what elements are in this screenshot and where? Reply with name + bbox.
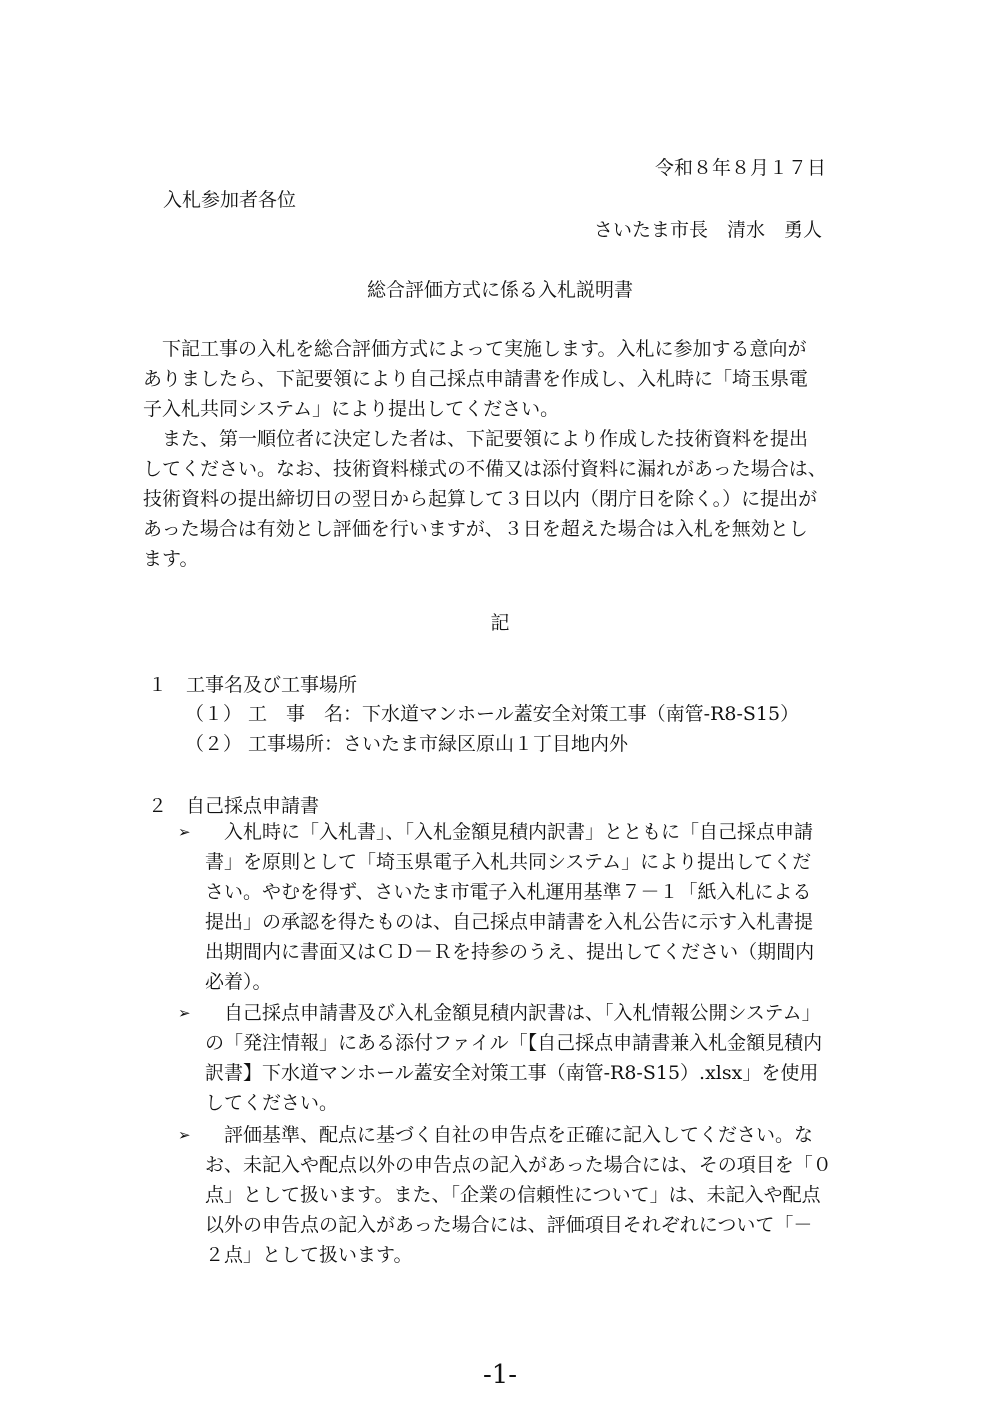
document-title: 総合評価方式に係る入札説明書 <box>366 279 633 301</box>
bullet-text <box>205 817 814 997</box>
bullet-line: 点」として扱います。また、「企業の信頼性について」は、未記入や配点 <box>205 1184 821 1206</box>
intro-paragraph-1 <box>143 334 859 424</box>
paragraph-line: してください。なお、技術資料様式の不備又は添付資料に漏れがあった場合は、 <box>143 458 827 480</box>
paragraph-line: 技術資料の提出締切日の翌日から起算して３日以内（閉庁日を除く。）に提出が <box>143 488 818 510</box>
section-1-heading: １ 工事名及び工事場所 <box>148 674 358 696</box>
bullet-line: お、未記入や配点以外の申告点の記入があった場合には、その項目を「０ <box>205 1154 832 1176</box>
document-date: 令和８年８月１７日 <box>655 157 827 179</box>
arrow-bullet-icon: ➢ <box>178 1126 191 1144</box>
bullet-line: 提出」の承認を得たものは、自己採点申請書を入札公告に示す入札書提 <box>205 911 814 933</box>
bullet-line: 評価基準、配点に基づく自社の申告点を正確に記入してください。な <box>205 1124 814 1146</box>
addressee: 入札参加者各位 <box>163 189 297 211</box>
section-2-heading: ２ 自己採点申請書 <box>148 795 320 817</box>
bullet-text <box>205 1120 832 1270</box>
bullet-line: 以外の申告点の記入があった場合には、評価項目それぞれについて「－ <box>205 1214 813 1236</box>
bullet-line: 書」を原則として「埼玉県電子入札共同システム」により提出してくだ <box>205 851 812 873</box>
paragraph-line: ます。 <box>143 548 199 570</box>
paragraph-line: また、第一順位者に決定した者は、下記要領により作成した技術資料を提出 <box>143 428 809 450</box>
bullet-line: 入札時に「入札書」、「入札金額見積内訳書」とともに「自己採点申請 <box>205 821 814 843</box>
intro-paragraph-2 <box>143 424 859 574</box>
project-location: （２） 工事場所：さいたま市緑区原山１丁目地内外 <box>185 733 629 755</box>
arrow-bullet-icon: ➢ <box>178 1004 191 1022</box>
bullet-line: の「発注情報」にある添付ファイル「【自己採点申請書兼入札金額見積内 <box>205 1032 823 1054</box>
paragraph-line: 下記工事の入札を総合評価方式によって実施します。入札に参加する意向が <box>143 338 807 360</box>
project-name: （１） 工 事 名：下水道マンホール蓋安全対策工事（南管-R8-S15） <box>185 703 800 725</box>
bullet-line: 自己採点申請書及び入札金額見積内訳書は、「入札情報公開システム」 <box>205 1002 821 1024</box>
bullet-line: 訳書】下水道マンホール蓋安全対策工事（南管-R8-S15）.xlsx」を使用 <box>205 1062 819 1084</box>
ki-heading: 記 <box>490 612 510 634</box>
bullet-line: ２点」として扱います。 <box>205 1244 413 1266</box>
bullet-line: さい。やむを得ず、さいたま市電子入札運用基準７－１「紙入札による <box>205 881 812 903</box>
bullet-text <box>205 998 822 1118</box>
paragraph-line: 子入札共同システム」により提出してください。 <box>143 398 560 420</box>
bullet-line: 出期間内に書面又はＣＤ－Ｒを持参のうえ、提出してください（期間内 <box>205 941 815 963</box>
bullet-line: してください。 <box>205 1092 339 1114</box>
paragraph-line: ありましたら、下記要領により自己採点申請書を作成し、入札時に「埼玉県電 <box>143 368 809 390</box>
paragraph-line: あった場合は有効とし評価を行いますが、３日を超えた場合は入札を無効とし <box>143 518 808 540</box>
sender: さいたま市長 清水 勇人 <box>594 219 823 241</box>
bullet-line: 必着）。 <box>205 971 272 993</box>
arrow-bullet-icon: ➢ <box>178 823 191 841</box>
page-number: -1- <box>482 1360 518 1390</box>
